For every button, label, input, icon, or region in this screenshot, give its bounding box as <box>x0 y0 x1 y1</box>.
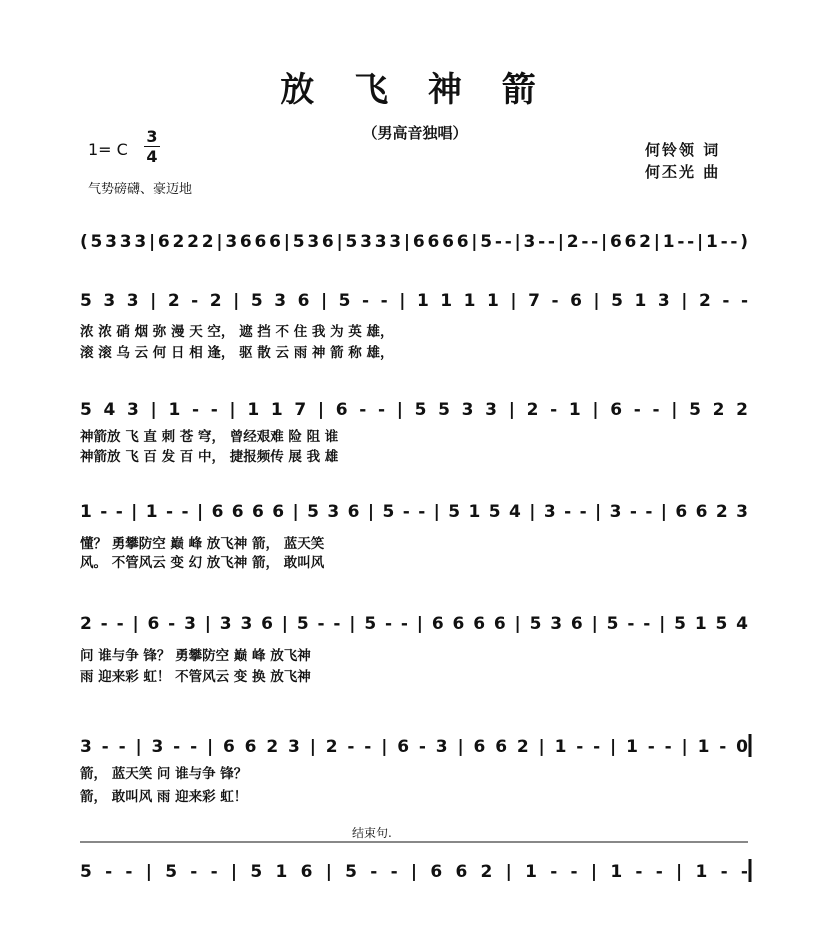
system-4-lyric-line-1: 懂？ 勇攀防空 巅 峰 放飞神 箭， 蓝天笑 <box>80 536 325 552</box>
system-4-lyric-line-2: 风。 不管风云 变 幻 放飞神 箭， 敢叫风 <box>80 555 325 571</box>
system-7-notes: 5 - - | 5 - - | 5 1 6 | 5 - - | 6 6 2 | 1 - - | 1 - - | 1 - - <box>80 862 748 882</box>
time-signature-bottom: 4 <box>144 146 160 166</box>
system-3-lyric-line-2: 神箭放 飞 百 发 百 中， 捷报频传 展 我 雄 <box>80 449 339 465</box>
system-6-notes: 3 - - | 3 - - | 6 6 2 3 | 2 - - | 6 - 3 | 6 6 2 | 1 - - | 1 - - | 1 - 0 <box>80 737 748 757</box>
lyricist-credit: 何铃领 词 <box>645 141 721 159</box>
system-3-notes: 5 4 3 | 1 - - | 1 1 7 | 6 - - | 5 5 3 3 | 2 - 1 | 6 - - | 5 2 2 <box>80 400 749 420</box>
time-signature-top: 3 <box>146 127 158 146</box>
system-4-notes: 1 - - | 1 - - | 6 6 6 6 | 5 3 6 | 5 - - | 5 1 5 4 | 3 - - | 3 - - | 6 6 2 3 <box>80 502 749 522</box>
system-6-lyric-line-2: 箭， 敢叫风 雨 迎来彩 虹！ <box>80 789 248 805</box>
composer-credit: 何丕光 曲 <box>645 163 721 181</box>
song-title: 放 飞 神 箭 <box>280 70 550 110</box>
system-2-lyric-line-2: 滚 滚 乌 云 何 日 相 逢， 驱 散 云 雨 神 箭 称 雄， <box>80 345 394 361</box>
system-2-notes: 5 3 3 | 2 - 2 | 5 3 6 | 5 - - | 1 1 1 1 | 7 - 6 | 5 1 3 | 2 - - <box>80 291 749 311</box>
system-5-notes: 2 - - | 6 - 3 | 3 3 6 | 5 - - | 5 - - | 6 6 6 6 | 5 3 6 | 5 - - | 5 1 5 4 <box>80 614 748 634</box>
key-signature: 1= C <box>88 140 128 159</box>
system-3-lyric-line-1: 神箭放 飞 直 刺 苍 穹， 曾经艰难 险 阻 谁 <box>80 429 339 445</box>
expression-marking: 气势磅礴、豪迈地 <box>88 182 193 197</box>
system-1-notes: (5333|6222|3666|536|5333|6666|5--|3--|2--|662|1--|1--) <box>80 232 749 252</box>
ending-label: 结束句. <box>352 826 392 840</box>
system-2-lyric-line-1: 浓 浓 硝 烟 弥 漫 天 空， 遮 挡 不 住 我 为 英 雄， <box>80 324 394 340</box>
system-5-lyric-line-2: 雨 迎来彩 虹！ 不管风云 变 换 放飞神 <box>80 669 311 685</box>
system-5-lyric-line-1: 问 谁与争 锋？ 勇攀防空 巅 峰 放飞神 <box>80 648 311 664</box>
song-subtitle: （男高音独唱） <box>362 124 468 142</box>
system-6-lyric-line-1: 箭， 蓝天笑 问 谁与争 锋？ <box>80 766 248 782</box>
